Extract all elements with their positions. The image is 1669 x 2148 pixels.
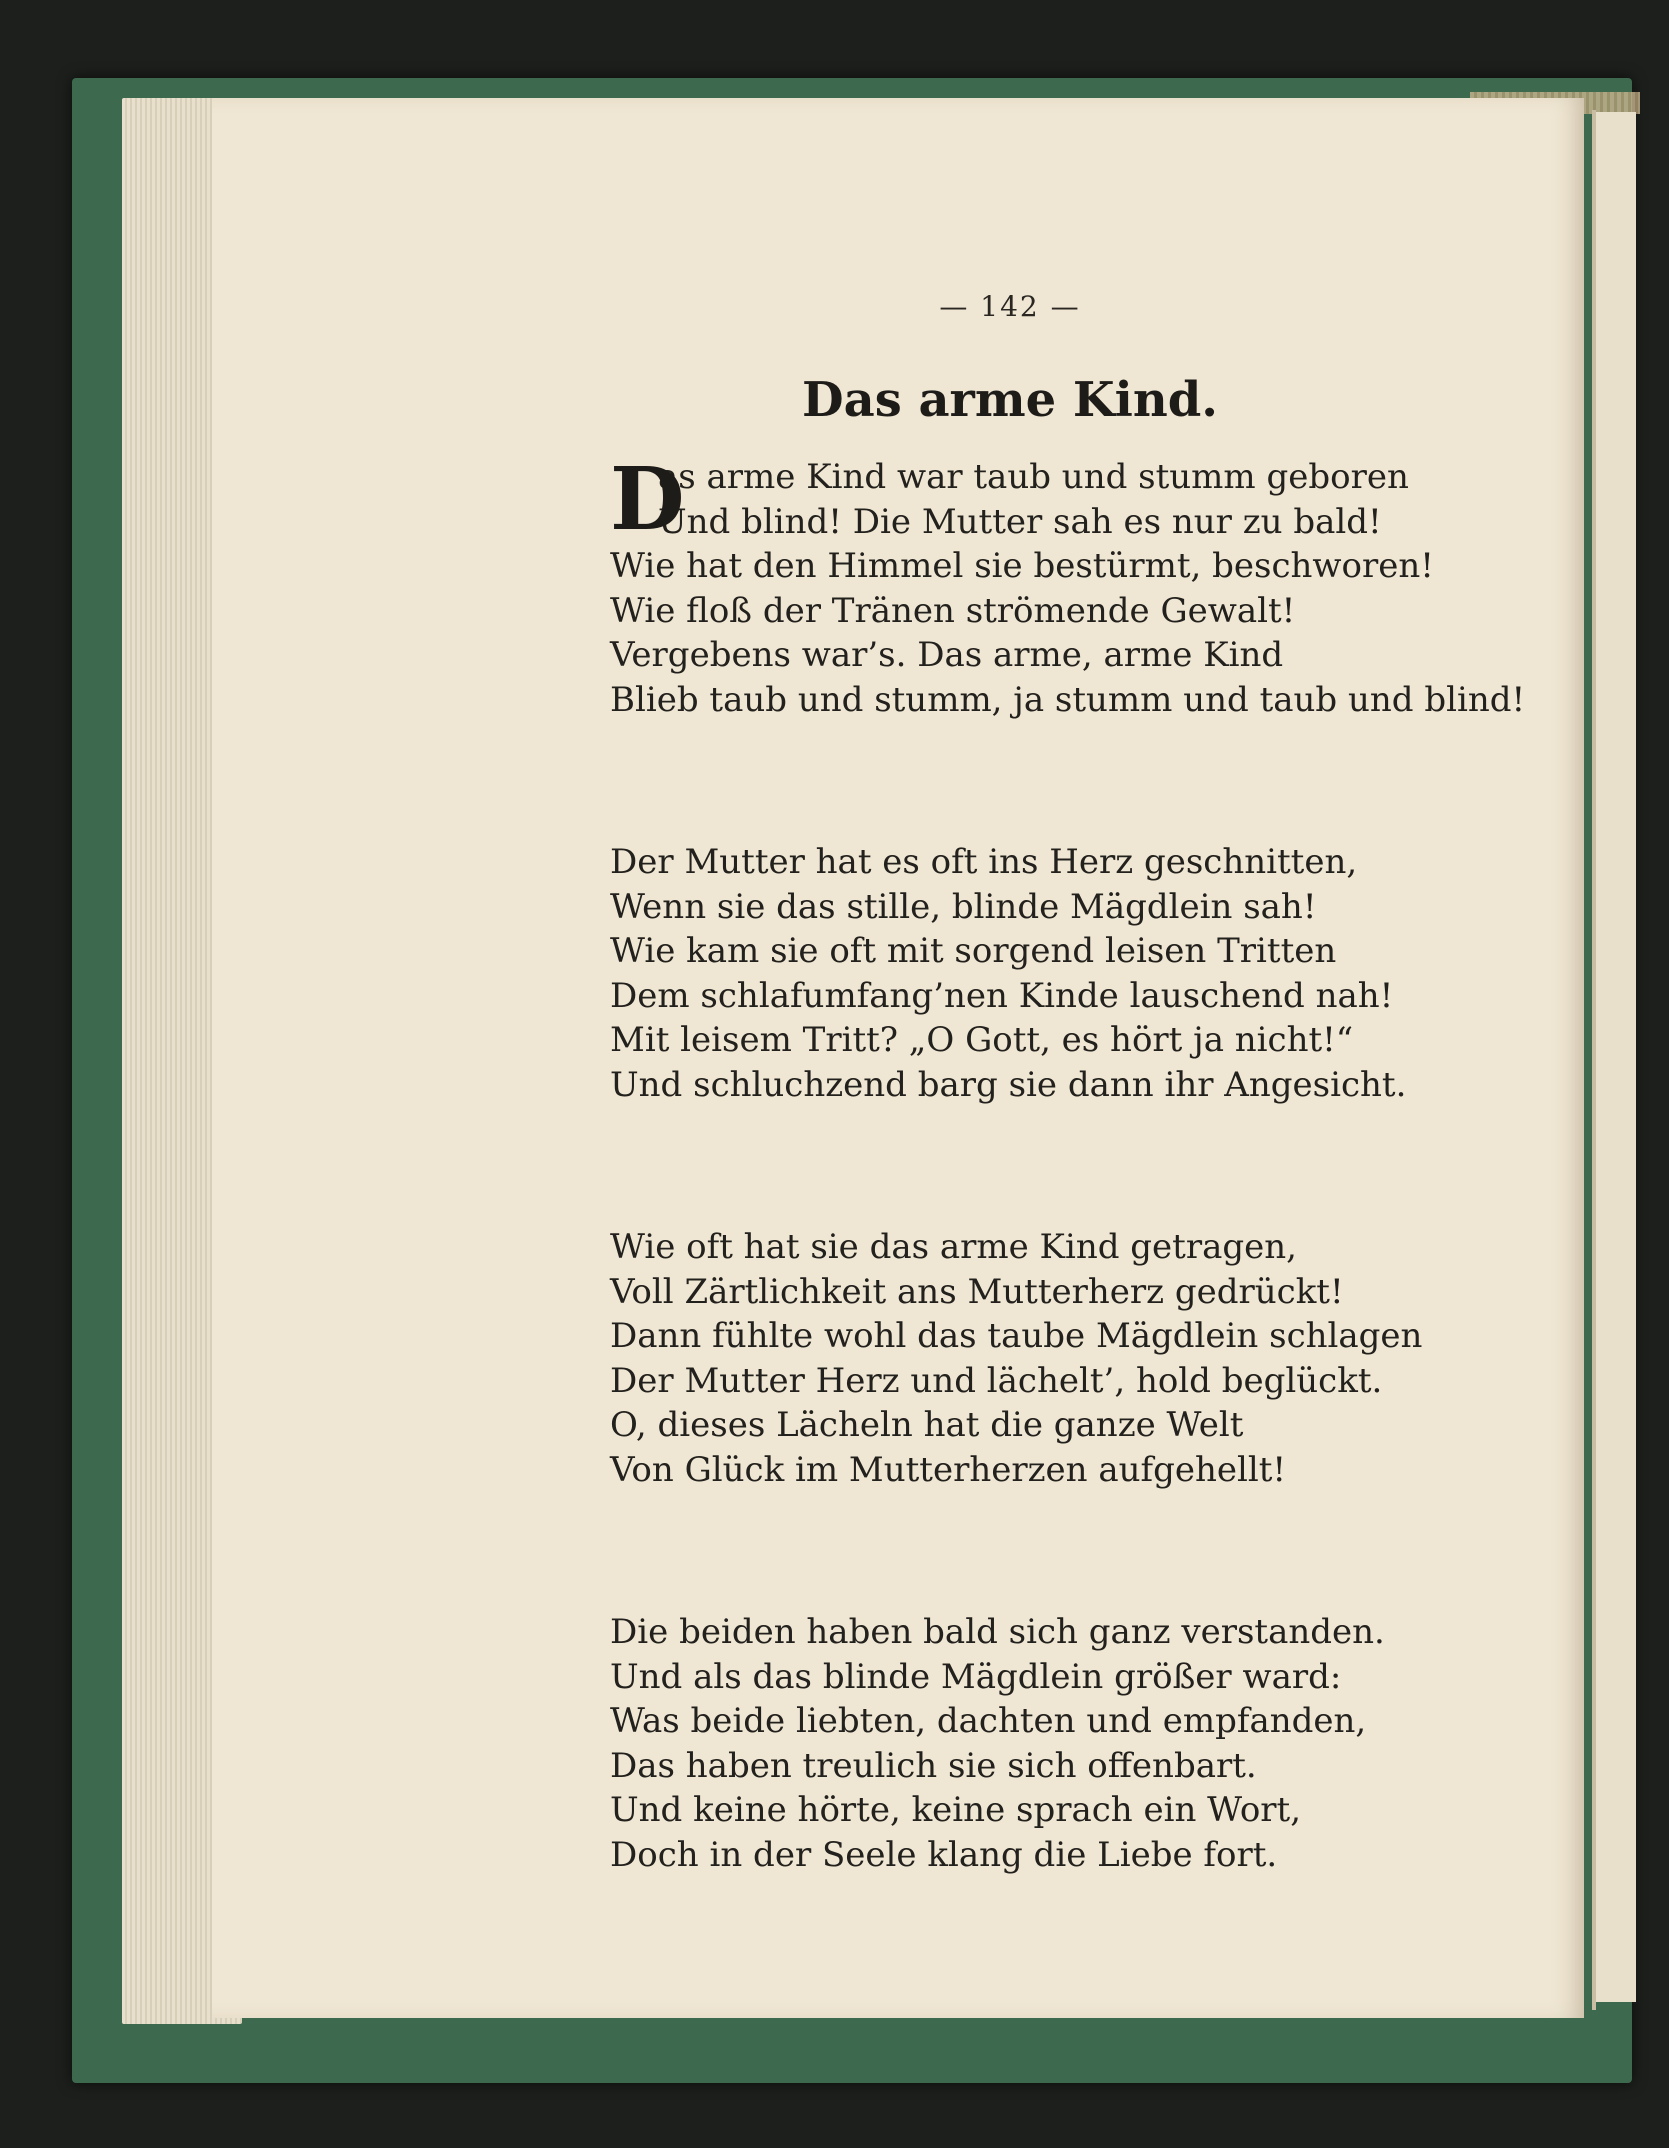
stanza-2 (610, 840, 1510, 1107)
poem-line: Der Mutter Herz und lächelt’, hold beglückt. (610, 1360, 1383, 1401)
poem-line: Wenn sie das stille, blinde Mägdlein sah! (610, 886, 1317, 927)
poem-line: Wie oft hat sie das arme Kind getragen, (610, 1227, 1297, 1267)
poem-line: as arme Kind war taub und stumm geboren (658, 457, 1409, 497)
stanza-3 (610, 1225, 1510, 1492)
drop-cap: D (610, 449, 685, 550)
poem-line: Voll Zärtlichkeit ans Mutterherz gedrückt! (610, 1271, 1344, 1312)
poem-line: Dem schlafumfang’nen Kinde lauschend nah! (610, 975, 1394, 1016)
poem-line: O, dieses Lächeln hat die ganze Welt (610, 1405, 1244, 1445)
poem-line: Mit leisem Tritt? „O Gott, es hört ja nicht!“ (610, 1020, 1354, 1060)
stanza-spacer (610, 722, 1510, 840)
poem-line: Die beiden haben bald sich ganz verstanden. (610, 1612, 1385, 1652)
poem-title: Das arme Kind. (801, 372, 1218, 428)
poem-line: Wie floß der Tränen strömende Gewalt! (610, 590, 1296, 631)
poem-line: Doch in der Seele klang die Liebe fort. (610, 1834, 1278, 1875)
page-number: — 142 — (939, 290, 1081, 323)
poem-line: Und keine hörte, keine sprach ein Wort, (610, 1790, 1302, 1830)
stanza-spacer (610, 1107, 1510, 1225)
poem-line: Von Glück im Mutterherzen aufgehellt! (610, 1449, 1287, 1490)
stanza-4 (610, 1610, 1510, 1877)
poem-line: Und als das blinde Mägdlein größer ward: (610, 1656, 1342, 1697)
stanza-spacer (610, 1492, 1510, 1610)
stanza-1 (610, 449, 1526, 722)
poem-line: Vergebens war’s. Das arme, arme Kind (610, 635, 1284, 675)
poem-line: Blieb taub und stumm, ja stumm und taub und blind! (610, 679, 1526, 720)
poem-line: Und schluchzend barg sie dann ihr Angesicht. (610, 1064, 1407, 1105)
poem-line: Dann fühlte wohl das taube Mägdlein schlagen (610, 1316, 1423, 1356)
poem-line: Was beide liebten, dachten und empfanden, (610, 1701, 1367, 1741)
poem-line: Und blind! Die Mutter sah es nur zu bald! (658, 501, 1382, 542)
facing-page-edge (1596, 112, 1636, 2002)
poem-line: Wie hat den Himmel sie bestürmt, beschworen! (610, 546, 1434, 586)
poem-line: Wie kam sie oft mit sorgend leisen Tritten (610, 931, 1337, 971)
poem-line: Das haben treulich sie sich offenbart. (610, 1745, 1257, 1786)
poem-line: Der Mutter hat es oft ins Herz geschnitten, (610, 842, 1358, 882)
poem-body (610, 449, 1526, 1877)
